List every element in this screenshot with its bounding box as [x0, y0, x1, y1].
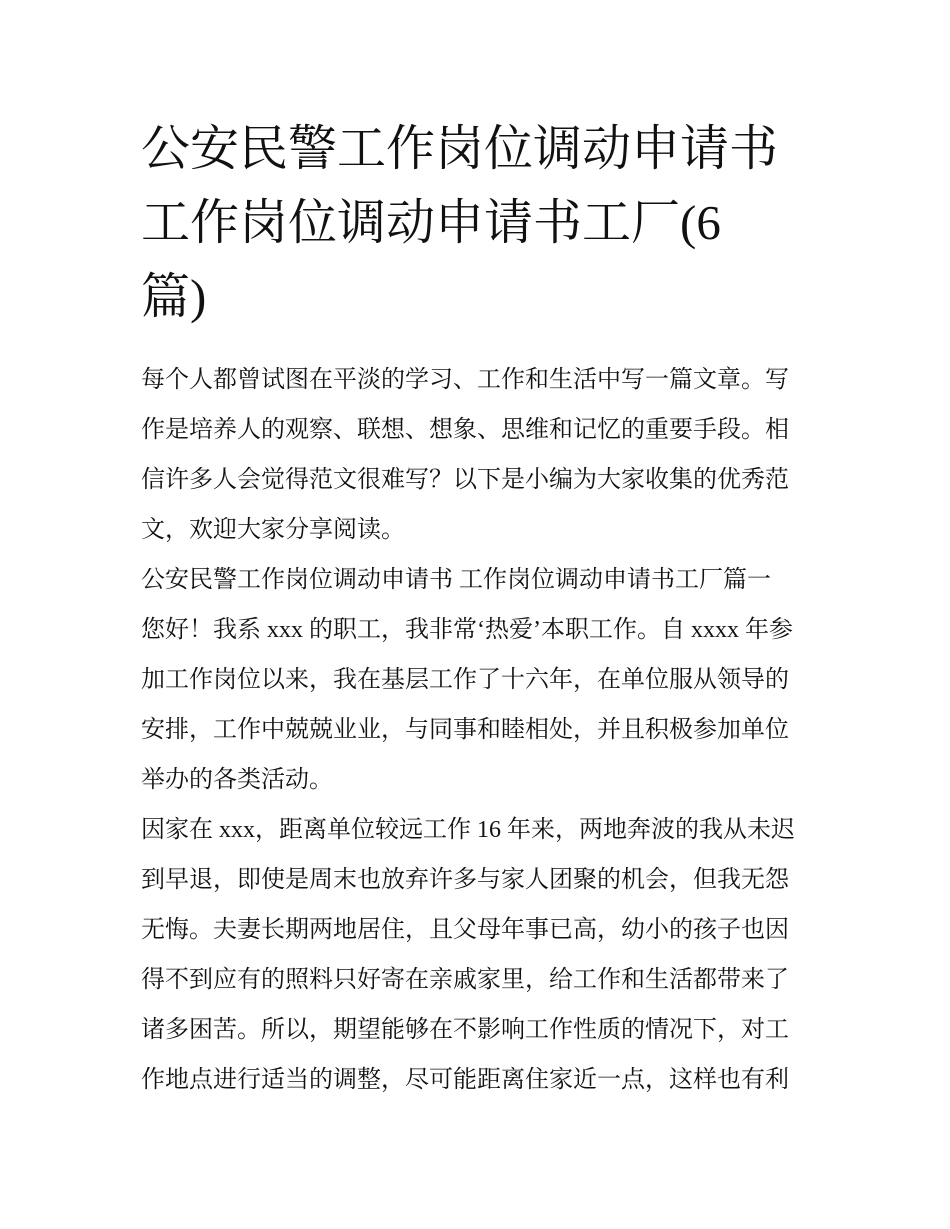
- document-title: [141, 112, 821, 334]
- text-line: 信许多人会觉得范文很难写？以下是小编为大家收集的优秀范: [141, 467, 789, 493]
- title-line: 公安民警工作岗位调动申请书: [141, 121, 779, 176]
- text-line: 举办的各类活动。: [141, 767, 333, 793]
- body-paragraph: [141, 805, 813, 1105]
- text-line: 安排，工作中兢兢业业，与同事和睦相处，并且积极参加单位: [141, 717, 789, 743]
- text-line: 每个人都曾试图在平淡的学习、工作和生活中写一篇文章。写: [141, 367, 789, 393]
- text-line: 您好！我系 xxx 的职工，我非常‘热爱’本职工作。自 xxxx 年参: [141, 617, 793, 643]
- section-heading: [141, 555, 813, 605]
- text-line: 因家在 xxx，距离单位较远工作 16 年来，两地奔波的我从未迟: [141, 817, 795, 843]
- title-line: 工作岗位调动申请书工厂(6: [141, 195, 721, 250]
- text-line: 公安民警工作岗位调动申请书 工作岗位调动申请书工厂篇一: [141, 567, 771, 593]
- title-line: 篇): [141, 269, 207, 324]
- text-line: 文，欢迎大家分享阅读。: [141, 517, 405, 543]
- text-line: 作地点进行适当的调整，尽可能距离住家近一点，这样也有利: [141, 1067, 789, 1093]
- text-line: 到早退，即使是周末也放弃许多与家人团聚的机会，但我无怨: [141, 867, 789, 893]
- text-line: 无悔。夫妻长期两地居住，且父母年事已高，幼小的孩子也因: [141, 917, 789, 943]
- intro-paragraph: [141, 355, 813, 555]
- document-body: [141, 355, 813, 1105]
- text-line: 得不到应有的照料只好寄在亲戚家里，给工作和生活都带来了: [141, 967, 789, 993]
- text-line: 加工作岗位以来，我在基层工作了十六年，在单位服从领导的: [141, 667, 789, 693]
- text-line: 作是培养人的观察、联想、想象、思维和记忆的重要手段。相: [141, 417, 789, 443]
- text-line: 诸多困苦。所以，期望能够在不影响工作性质的情况下，对工: [141, 1017, 789, 1043]
- body-paragraph: [141, 605, 813, 805]
